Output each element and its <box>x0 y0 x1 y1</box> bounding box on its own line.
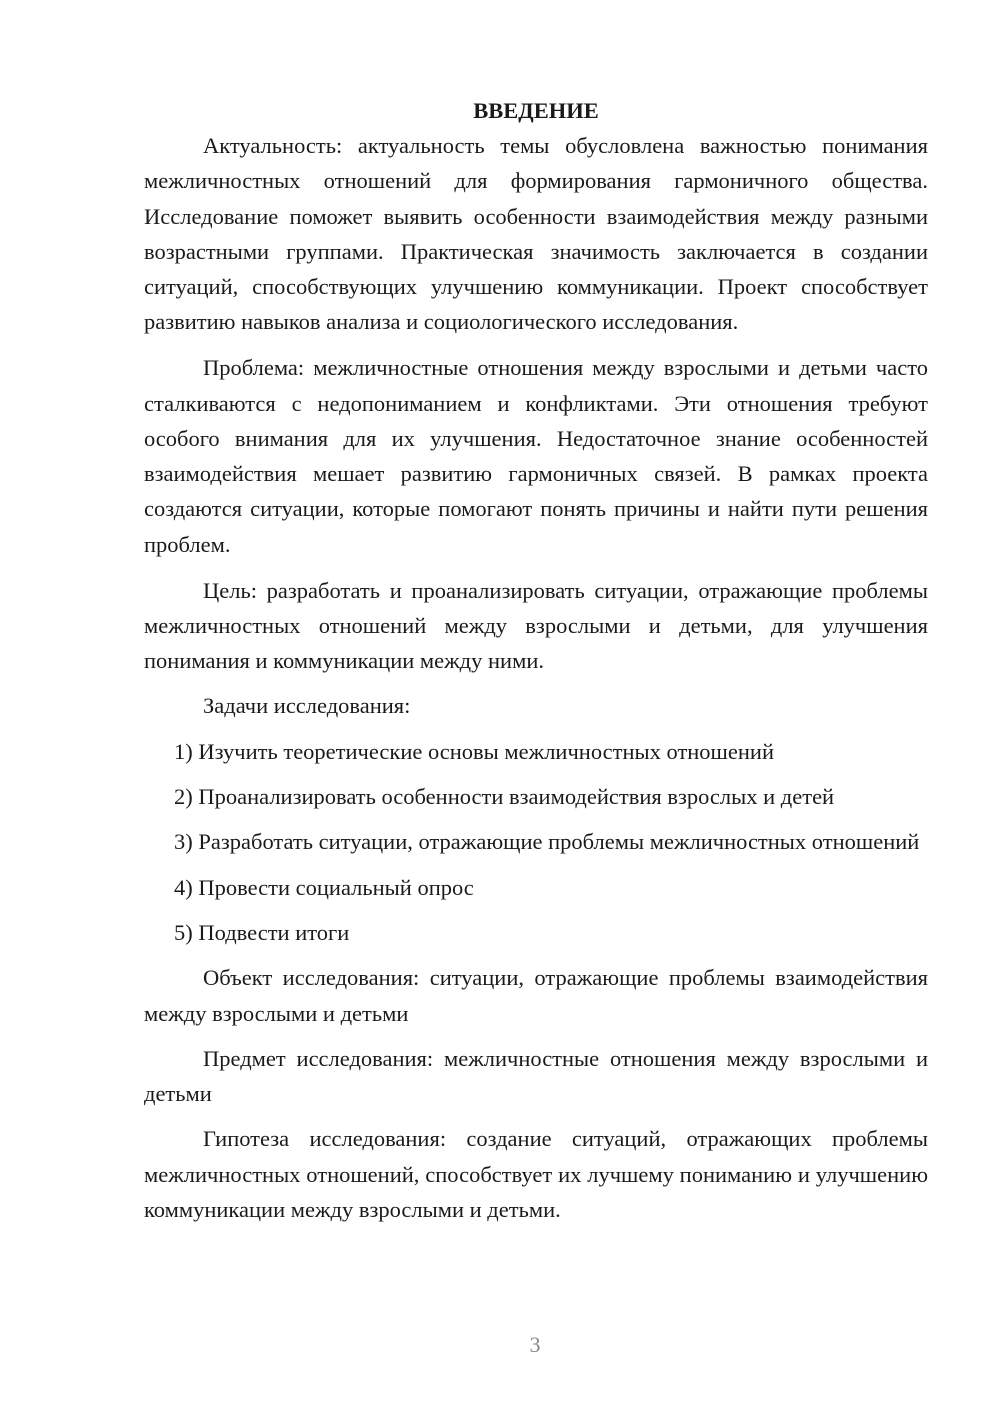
page-number: 3 <box>529 1332 541 1357</box>
tasks-heading: Задачи исследования: <box>203 693 411 719</box>
list-item: 4) Провести социальный опрос <box>174 874 474 900</box>
list-item: 3) Разработать ситуации, отражающие проблемы межличностных отношений <box>174 829 920 855</box>
paragraph-goal: Цель: разработать и проанализировать ситуации, отражающие проблемы межличностных отношений между взрослыми и детьми, для улучшения понимания и коммуникации между ними. <box>144 577 928 674</box>
paragraph-subject: Предмет исследования: межличностные отношения между взрослыми и детьми <box>144 1045 928 1107</box>
paragraph-relevance: Актуальность: актуальность темы обусловлена важностью понимания межличностных отношений для формирования гармоничного общества. Исследование поможет выявить особенности взаимодействия между разными возрастными группами. Практическая значимость заключается в создании ситуаций, способствующих улучшению коммуникации. Проект способствует развитию навыков анализа и социологического исследования. <box>144 133 928 335</box>
paragraph-problem: Проблема: межличностные отношения между взрослыми и детьми часто сталкиваются с недопониманием и конфликтами. Эти отношения требуют особого внимания для их улучшения. Недостаточное знание особенностей взаимодействия мешает развитию гармоничных связей. В рамках проекта создаются ситуации, которые помогают понять причины и найти пути решения проблем. <box>144 355 928 557</box>
tasks-list <box>144 734 928 950</box>
list-item: 2) Проанализировать особенности взаимодействия взрослых и детей <box>174 784 835 810</box>
page-content <box>144 93 928 1227</box>
list-item: 5) Подвести итоги <box>174 919 350 945</box>
list-item: 1) Изучить теоретические основы межличностных отношений <box>174 738 774 764</box>
paragraph-hypothesis: Гипотеза исследования: создание ситуаций, отражающих проблемы межличностных отношений, способствует их лучшему пониманию и улучшению коммуникации между взрослыми и детьми. <box>144 1126 928 1223</box>
page-title: ВВЕДЕНИЕ <box>473 98 599 123</box>
paragraph-object: Объект исследования: ситуации, отражающие проблемы взаимодействия между взрослыми и детьми <box>144 965 928 1026</box>
